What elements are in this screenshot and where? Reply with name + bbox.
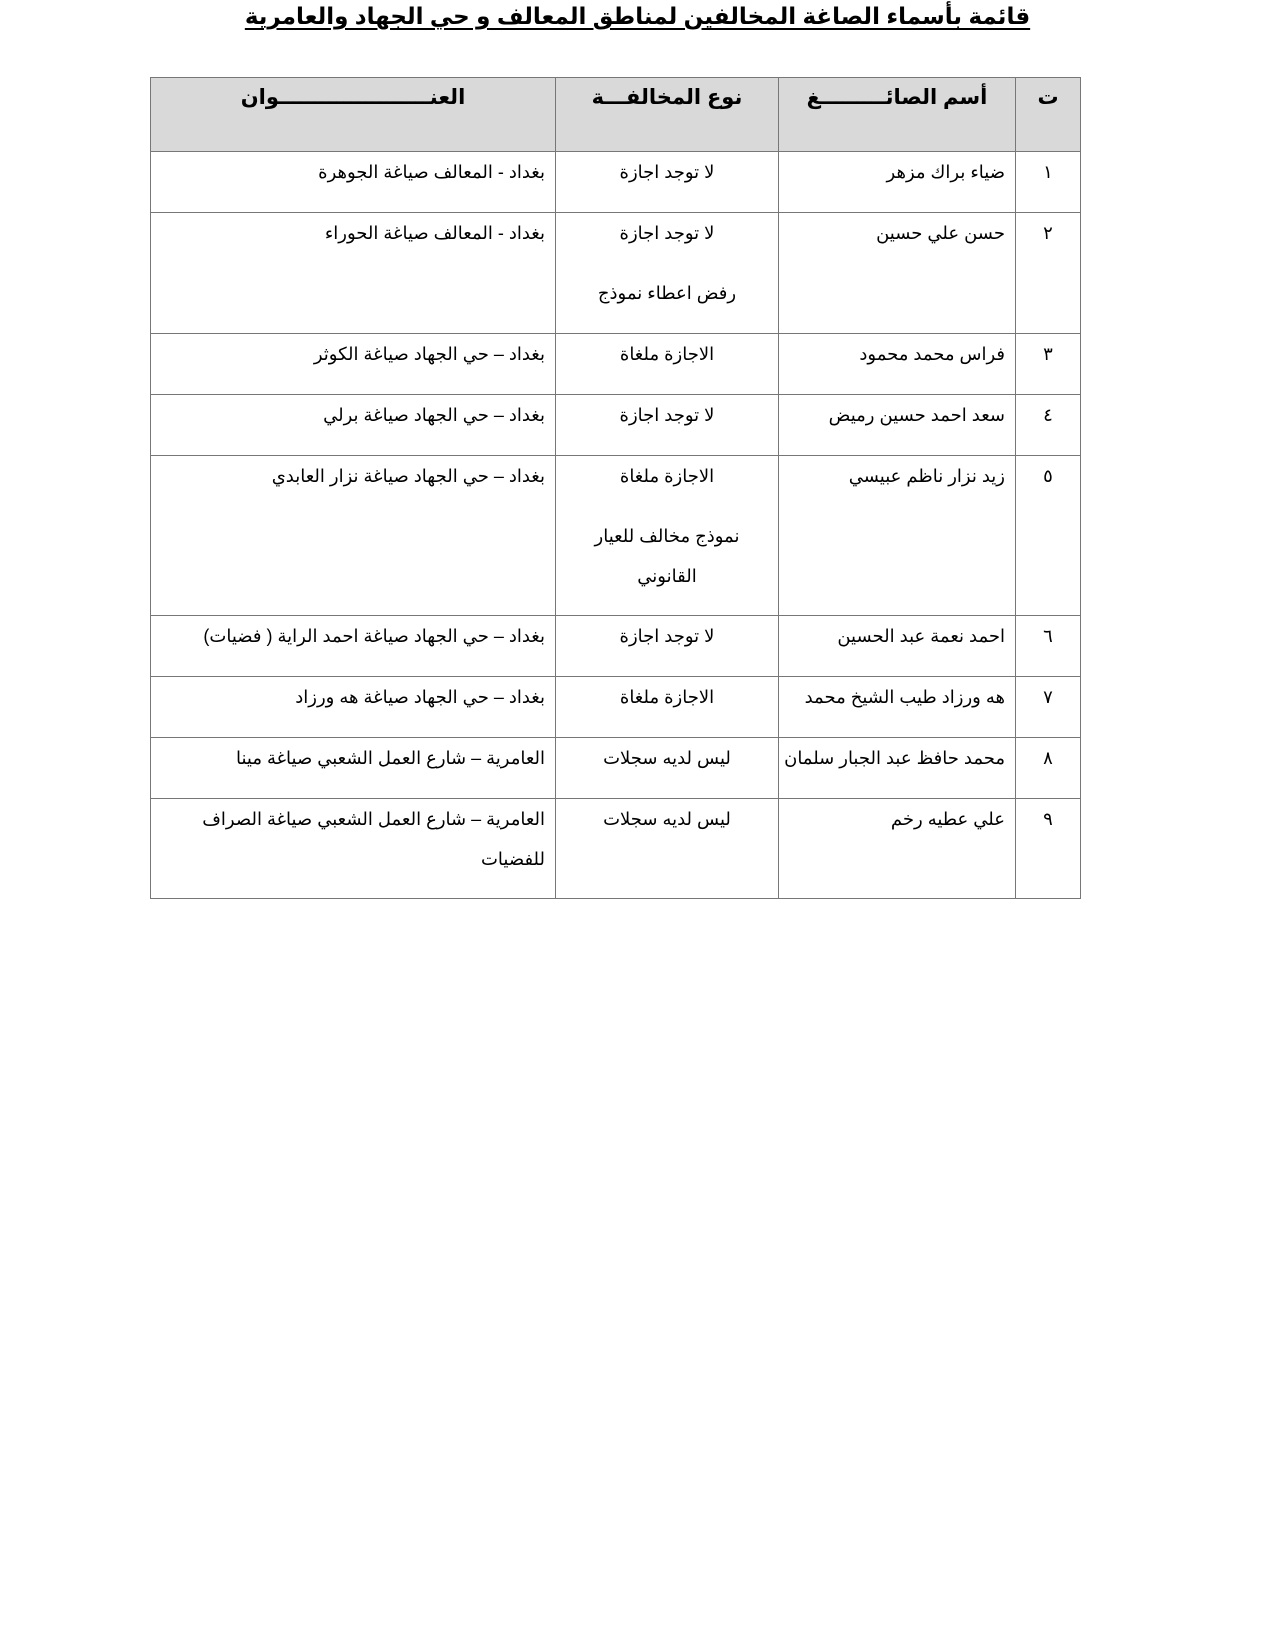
address-cell	[151, 677, 556, 738]
header-address: العنـــــــــــــــــــــوان	[151, 78, 556, 152]
line-spacer	[556, 496, 778, 516]
violation-type-cell	[556, 799, 779, 899]
address-line: بغداد – حي الجهاد صياغة برلي	[323, 405, 545, 425]
table-row	[151, 456, 1081, 616]
violation-type-line: الاجازة ملغاة	[619, 687, 715, 707]
line-spacer	[556, 253, 778, 273]
address-line: بغداد – حي الجهاد صياغة نزار العابدي	[271, 466, 545, 486]
violation-type-cell	[556, 152, 779, 213]
address-line: بغداد – حي الجهاد صياغة الكوثر	[313, 344, 545, 364]
address-cell	[151, 738, 556, 799]
violation-type-line: الاجازة ملغاة	[619, 344, 715, 364]
table-row	[151, 395, 1081, 456]
address-line: بغداد – حي الجهاد صياغة هه ورزاد	[295, 687, 545, 707]
goldsmith-name-cell: فراس محمد محمود	[779, 334, 1016, 395]
violators-table-container	[150, 77, 1080, 899]
goldsmith-name-cell: حسن علي حسين	[779, 213, 1016, 334]
address-line: العامرية – شارع العمل الشعبي صياغة مينا	[235, 748, 545, 768]
table-body	[151, 152, 1081, 899]
row-number-cell: ٦	[1016, 616, 1081, 677]
header-name: أسم الصائـــــــــغ	[779, 78, 1016, 152]
row-number-cell: ٢	[1016, 213, 1081, 334]
goldsmith-name-cell: محمد حافظ عبد الجبار سلمان	[779, 738, 1016, 799]
row-number-cell: ١	[1016, 152, 1081, 213]
table-row	[151, 738, 1081, 799]
violation-type-cell	[556, 616, 779, 677]
address-cell	[151, 334, 556, 395]
address-cell	[151, 395, 556, 456]
row-number-cell: ٥	[1016, 456, 1081, 616]
goldsmith-name-cell: زيد نزار ناظم عبيسي	[779, 456, 1016, 616]
table-header-row	[151, 78, 1081, 152]
violation-type-cell	[556, 334, 779, 395]
address-line: بغداد - المعالف صياغة الجوهرة	[318, 162, 545, 182]
goldsmith-name-cell: احمد نعمة عبد الحسين	[779, 616, 1016, 677]
violation-type-line: القانوني	[637, 566, 697, 586]
address-cell	[151, 213, 556, 334]
violation-type-line: الاجازة ملغاة	[619, 466, 715, 486]
table-row	[151, 334, 1081, 395]
header-number: ت	[1016, 78, 1081, 152]
address-cell	[151, 616, 556, 677]
address-line: العامرية – شارع العمل الشعبي صياغة الصراف	[202, 809, 545, 829]
table-row	[151, 677, 1081, 738]
violators-table	[150, 77, 1081, 899]
goldsmith-name-cell: ضياء براك مزهر	[779, 152, 1016, 213]
address-cell	[151, 152, 556, 213]
address-line: بغداد – حي الجهاد صياغة احمد الراية ( فضيات)	[203, 626, 545, 646]
violation-type-cell	[556, 738, 779, 799]
goldsmith-name-cell: سعد احمد حسين رميض	[779, 395, 1016, 456]
violation-type-cell	[556, 395, 779, 456]
address-cell	[151, 799, 556, 899]
violation-type-line: نموذج مخالف للعيار	[594, 526, 740, 546]
header-violation: نوع المخالفـــة	[556, 78, 779, 152]
row-number-cell: ٤	[1016, 395, 1081, 456]
violation-type-cell	[556, 456, 779, 616]
page-title: قائمة بأسماء الصاغة المخالفين لمناطق المعالف و حي الجهاد والعامرية	[244, 3, 1031, 29]
violation-type-cell	[556, 677, 779, 738]
row-number-cell: ٣	[1016, 334, 1081, 395]
violation-type-cell	[556, 213, 779, 334]
violation-type-line: ليس لديه سجلات	[603, 809, 731, 829]
table-row	[151, 799, 1081, 899]
address-cell	[151, 456, 556, 616]
row-number-cell: ٨	[1016, 738, 1081, 799]
row-number-cell: ٩	[1016, 799, 1081, 899]
violation-type-line: ليس لديه سجلات	[603, 748, 731, 768]
row-number-cell: ٧	[1016, 677, 1081, 738]
address-line: بغداد - المعالف صياغة الحوراء	[324, 223, 545, 243]
table-row	[151, 616, 1081, 677]
violation-type-line: لا توجد اجازة	[619, 162, 715, 182]
violation-type-line: لا توجد اجازة	[619, 626, 715, 646]
address-line: للفضيات	[480, 849, 545, 869]
violation-type-line: لا توجد اجازة	[619, 223, 715, 243]
violation-type-line: لا توجد اجازة	[619, 405, 715, 425]
table-row	[151, 213, 1081, 334]
table-row	[151, 152, 1081, 213]
violation-type-line: رفض اعطاء نموذج	[597, 283, 737, 303]
goldsmith-name-cell: علي عطيه رخم	[779, 799, 1016, 899]
goldsmith-name-cell: هه ورزاد طيب الشيخ محمد	[779, 677, 1016, 738]
